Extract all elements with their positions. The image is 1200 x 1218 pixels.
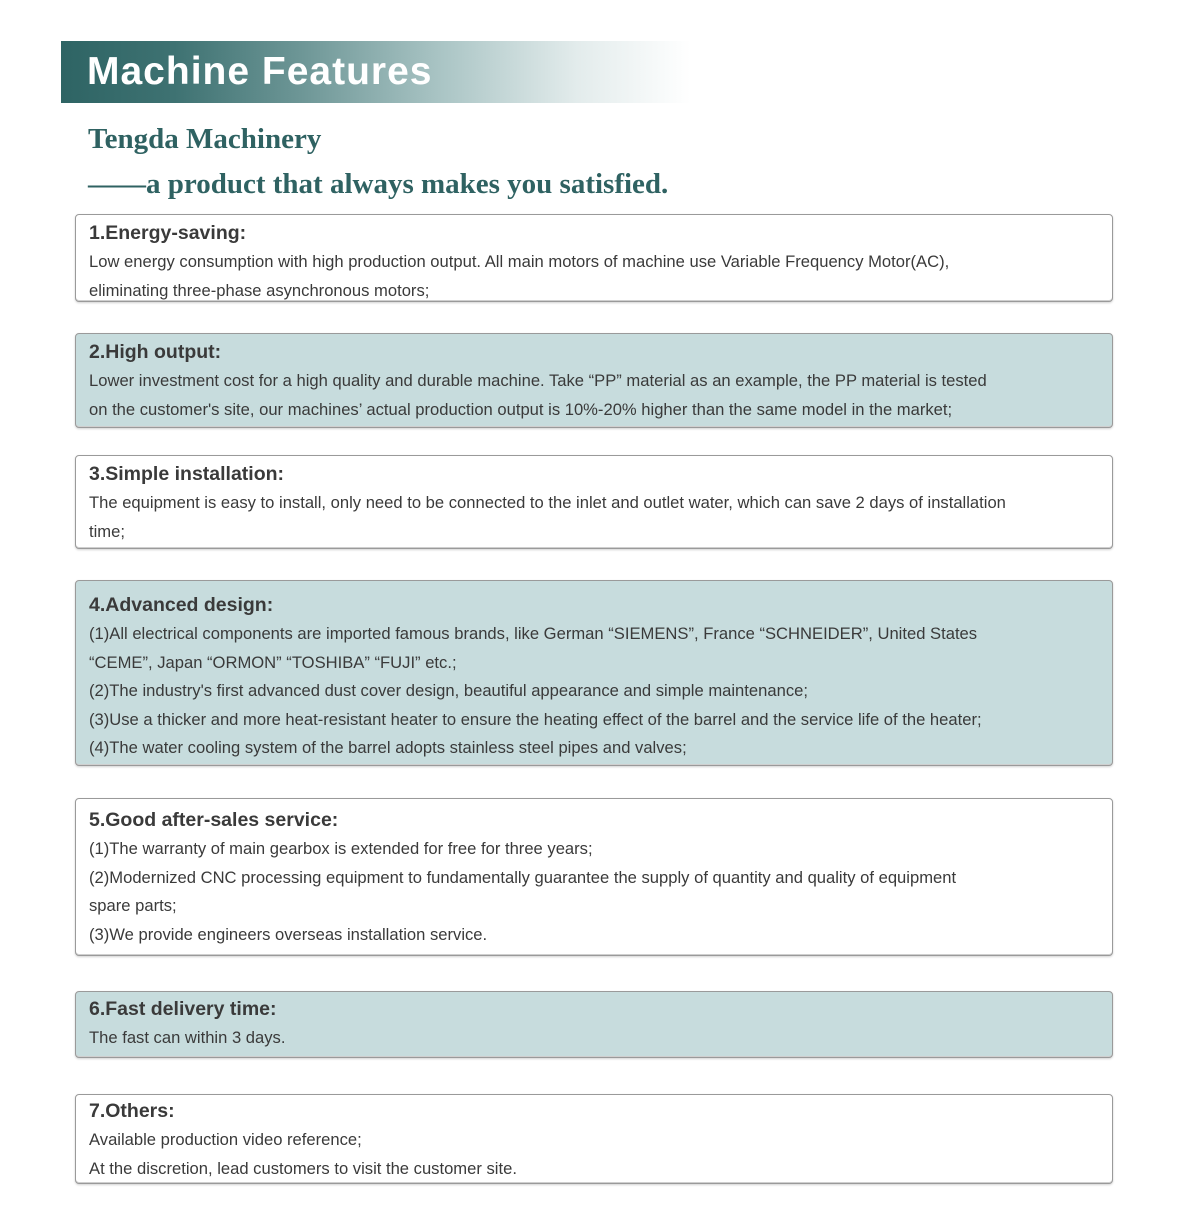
feature-line: The fast can within 3 days. bbox=[89, 1028, 286, 1047]
feature-line: “CEME”, Japan “ORMON” “TOSHIBA” “FUJI” etc.; bbox=[89, 652, 457, 672]
feature-line: (3)Use a thicker and more heat-resistant heater to ensure the heating effect of the barrel and the service life of the heater; bbox=[89, 709, 982, 729]
feature-title: 4.Advanced design: bbox=[89, 594, 274, 616]
feature-line: (1)All electrical components are imported famous brands, like German “SIEMENS”, France “SCHNEIDER”, United States bbox=[89, 624, 978, 643]
brand-tagline: ——a product that always makes you satisfied. bbox=[88, 168, 669, 200]
banner-title: Machine Features bbox=[87, 50, 433, 93]
feature-line: The equipment is easy to install, only need to be connected to the inlet and outlet water, which can save 2 days of installation bbox=[89, 493, 1006, 512]
feature-title: 2.High output: bbox=[89, 341, 222, 363]
feature-box-energy-saving bbox=[75, 214, 1113, 302]
feature-box-fast-delivery bbox=[75, 991, 1113, 1058]
feature-line: (1)The warranty of main gearbox is extended for free for three years; bbox=[89, 839, 593, 858]
feature-line: on the customer's site, our machines’ actual production output is 10%-20% higher than the same model in the market; bbox=[89, 399, 953, 419]
feature-box-high-output bbox=[75, 333, 1113, 428]
feature-title: 1.Energy-saving: bbox=[89, 222, 247, 244]
feature-line: (4)The water cooling system of the barrel adopts stainless steel pipes and valves; bbox=[89, 738, 687, 758]
feature-line: eliminating three-phase asynchronous motors; bbox=[89, 280, 430, 300]
feature-title: 7.Others: bbox=[89, 1100, 175, 1122]
feature-line: Available production video reference; bbox=[89, 1130, 362, 1149]
feature-line: (2)Modernized CNC processing equipment to fundamentally guarantee the supply of quantity and quality of equipment bbox=[89, 867, 957, 887]
feature-line: spare parts; bbox=[89, 896, 177, 916]
feature-title: 5.Good after-sales service: bbox=[89, 809, 339, 831]
feature-line: (3)We provide engineers overseas installation service. bbox=[89, 924, 488, 944]
feature-box-simple-installation bbox=[75, 455, 1113, 549]
feature-box-advanced-design bbox=[75, 580, 1113, 766]
feature-box-after-sales-service bbox=[75, 798, 1113, 956]
feature-line: (2)The industry's first advanced dust cover design, beautiful appearance and simple maintenance; bbox=[89, 681, 808, 701]
feature-box-others bbox=[75, 1094, 1113, 1184]
feature-title: 6.Fast delivery time: bbox=[89, 998, 277, 1020]
section-banner bbox=[61, 41, 691, 103]
feature-title: 3.Simple installation: bbox=[89, 463, 285, 485]
feature-line: Lower investment cost for a high quality and durable machine. Take “PP” material as an example, the PP material is tested bbox=[89, 371, 987, 390]
brand-name: Tengda Machinery bbox=[88, 123, 322, 155]
feature-line: At the discretion, lead customers to visit the customer site. bbox=[89, 1158, 517, 1178]
feature-line: Low energy consumption with high production output. All main motors of machine use Variable Frequency Motor(AC), bbox=[89, 252, 950, 271]
feature-line: time; bbox=[89, 521, 125, 541]
